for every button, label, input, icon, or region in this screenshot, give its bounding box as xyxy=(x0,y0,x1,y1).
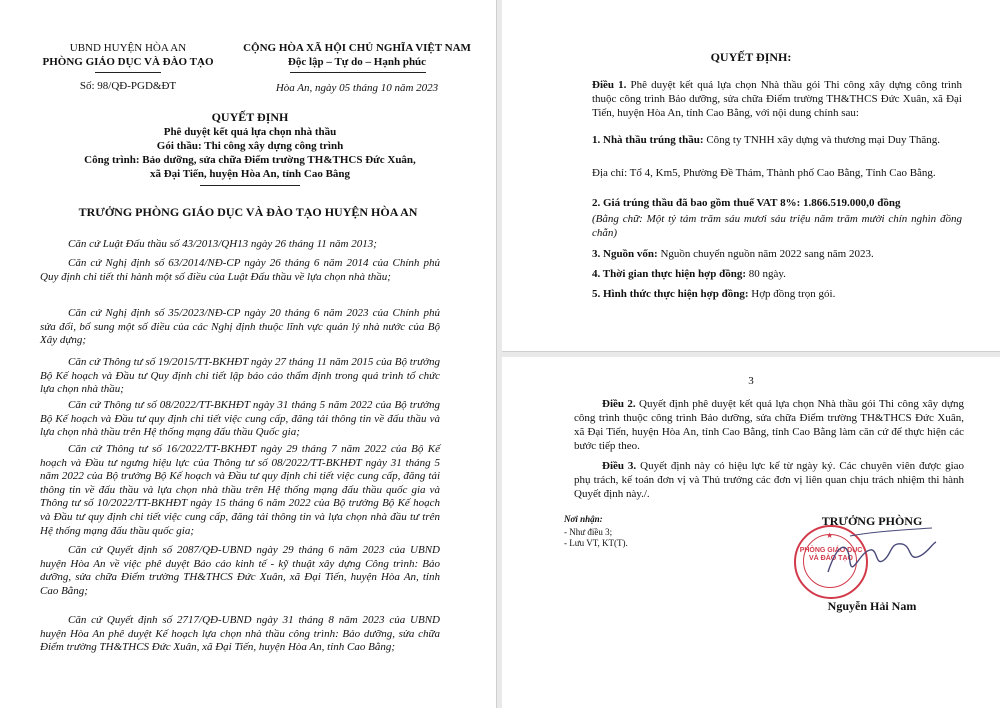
item-3-value: Nguồn chuyển nguồn năm 2022 sang năm 2023. xyxy=(660,248,874,260)
document-subtitle-4: xã Đại Tiến, huyện Hòa An, tỉnh Cao Bằng xyxy=(149,168,351,180)
legal-basis-paragraph: Căn cứ Quyết định số 2717/QĐ-UBND ngày 31 tháng 8 năm 2023 của UBND huyện Hòa An phê duyệt Kế hoạch lựa chọn nhà thầu công trình: Bảo dưỡng, sửa chữa Điểm trường TH&THCS Đức Xuân, xã Đại Tiến, huyện Hòa An, tỉnh Cao Bằng; xyxy=(40,614,440,654)
document-page-right-top xyxy=(502,0,1000,352)
nation-motto: Độc lập – Tự do – Hạnh phúc xyxy=(287,56,427,68)
article-1-text: Phê duyệt kết quả lựa chọn Nhà thầu gói Thi công xây dựng công trình thuộc công trình Bảo dưỡng, sửa chữa Điểm trường TH&THCS Đức Xuân, xã Đại Tiến, huyện Hòa An, tỉnh Cao Bằng, với nội dung chính sau: xyxy=(592,79,963,119)
handwritten-signature xyxy=(820,522,940,592)
document-number: Số: 98/QĐ-PGD&ĐT xyxy=(79,80,177,92)
legal-basis-paragraph: Căn cứ Thông tư số 19/2015/TT-BKHĐT ngày 27 tháng 11 năm 2015 của Bộ trưởng Bộ Kế hoạch và Đầu tư Quy định chi tiết lập báo cáo thẩm định trong quá trình tổ chức lựa chọn nhà thầu; xyxy=(40,356,440,396)
legal-basis-paragraph: Căn cứ Nghị định số 63/2014/NĐ-CP ngày 26 tháng 6 năm 2014 của Chính phủ Quy định chi tiết thi hành một số điều của Luật Đấu thầu về lựa chọn nhà thầu; xyxy=(40,257,440,283)
decision-heading: QUYẾT ĐỊNH: xyxy=(710,50,792,64)
document-page-left xyxy=(0,0,497,708)
header-underline-left xyxy=(95,72,161,73)
title-underline xyxy=(200,185,300,186)
price-in-words: (Bằng chữ: Một tỷ tám trăm sáu mươi sáu triệu năm trăm mười chín nghìn đồng chẵn) xyxy=(592,213,962,239)
article-3-label: Điều 3. xyxy=(602,460,637,472)
item-4-label: 4. Thời gian thực hiện hợp đồng: xyxy=(592,268,746,280)
item-3-label: 3. Nguồn vốn: xyxy=(592,248,658,260)
winning-price: 2. Giá trúng thầu đã bao gồm thuế VAT 8%: 1.866.519.000,0 đồng xyxy=(592,197,901,209)
page-number: 3 xyxy=(748,375,754,387)
funding-source xyxy=(592,247,962,261)
document-title: QUYẾT ĐỊNH xyxy=(211,110,289,124)
article-1 xyxy=(592,78,962,120)
article-3-text: Quyết định này có hiệu lực kể từ ngày ký. Các chuyên viên được giao phụ trách, kế toán đơn vị và Thủ trưởng các đơn vị liên quan chịu trách nhiệm thi hành Quyết định này./. xyxy=(574,460,965,500)
issuing-authority: TRƯỞNG PHÒNG GIÁO DỤC VÀ ĐÀO TẠO HUYỆN HÒA AN xyxy=(78,205,418,219)
recipients-title: Nơi nhận: xyxy=(564,514,603,524)
article-2-text: Quyết định phê duyệt kết quả lựa chọn Nhà thầu gói Thi công xây dựng công trình thuộc công trình Bảo dưỡng, sửa chữa Điểm trường TH&THCS Đức Xuân, xã Đại Tiến, huyện Hòa An, tỉnh Cao Bằng, tỉnh Cao Bằng làm căn cứ để thực hiện các bước tiếp theo. xyxy=(574,398,964,452)
legal-basis-paragraph: Căn cứ Thông tư số 08/2022/TT-BKHĐT ngày 31 tháng 5 năm 2022 của Bộ trưởng Bộ Kế hoạch và Đầu tư quy định chi tiết việc cung cấp, đăng tải thông tin về đấu thầu và lựa chọn nhà thầu trên Hệ thống mạng đấu thầu Quốc gia; xyxy=(40,399,440,439)
article-1-label: Điều 1. xyxy=(592,79,627,91)
agency-name: UBND HUYỆN HÒA AN xyxy=(69,42,187,54)
document-page-right-bottom xyxy=(502,357,1000,708)
document-subtitle-1: Phê duyệt kết quả lựa chọn nhà thầu xyxy=(163,126,337,138)
contractor-address: Địa chỉ: Tổ 4, Km5, Phường Đề Thám, Thành phố Cao Bằng, Tỉnh Cao Bằng. xyxy=(592,167,936,179)
legal-basis-paragraph: Căn cứ Nghị định số 35/2023/NĐ-CP ngày 20 tháng 6 năm 2023 của Chính phủ sửa đổi, bổ sung một số điều của các Nghị định thuộc lĩnh vực quản lý nhà nước của Bộ Xây dựng; xyxy=(40,307,440,347)
item-1-label: 1. Nhà thầu trúng thầu: xyxy=(592,134,704,146)
recipient-item: - Như điều 3; xyxy=(564,527,613,537)
article-2-label: Điều 2. xyxy=(602,398,636,410)
legal-basis-paragraph: Căn cứ Thông tư số 16/2022/TT-BKHĐT ngày 29 tháng 7 năm 2022 của Bộ Kế hoạch và Đầu tư ngưng hiệu lực của Thông tư số 08/2022/TT-BKHĐT ngày 31 tháng 5 năm 2022 của Bộ trưởng Bộ Kế hoạch và Đầu tư quy định chi tiết việc cung cấp, đăng tải thông tin về đấu thầu và lựa chọn nhà thầu trên Hệ thống mạng đấu thầu quốc gia và Thông tư số 10/2022/TT-BKHĐT ngày 15 tháng 6 năm 2022 của Bộ trưởng Bộ Kế hoạch và Đầu tư quy định chi tiết việc cung cấp, đăng tải thông tin và lựa chọn nhà đầu tư trên Hệ thống mạng đấu thầu quốc gia; xyxy=(40,443,440,537)
article-3 xyxy=(574,459,964,501)
signer-name: Nguyễn Hải Nam xyxy=(827,599,917,613)
legal-basis-paragraph: Căn cứ Quyết định số 2087/QĐ-UBND ngày 29 tháng 6 năm 2023 của UBND huyện Hòa An về việc phê duyệt Báo cáo kinh tế - kỹ thuật xây dựng Công trình: Bảo dưỡng, sửa chữa Điểm trường TH&THCS Đức Xuân, xã Đại Tiến, huyện Hòa An, tỉnh Cao Bằng; xyxy=(40,544,440,597)
legal-basis-paragraph: Căn cứ Luật Đấu thầu số 43/2013/QH13 ngày 26 tháng 11 năm 2013; xyxy=(68,238,377,250)
contract-form xyxy=(592,287,962,301)
document-subtitle-3: Công trình: Bảo dưỡng, sửa chữa Điểm trường TH&THCS Đức Xuân, xyxy=(84,154,416,166)
stamp-text: PHÒNG GIÁO DỤC VÀ ĐÀO TẠO xyxy=(799,547,863,562)
star-icon: ★ xyxy=(826,531,834,540)
recipient-item: - Lưu VT, KT(T). xyxy=(564,538,628,548)
item-4-value: 80 ngày. xyxy=(748,268,786,280)
signer-title: TRƯỞNG PHÒNG xyxy=(821,514,923,528)
item-5-value: Hợp đồng trọn gói. xyxy=(751,288,836,300)
article-2 xyxy=(574,397,964,453)
item-5-label: 5. Hình thức thực hiện hợp đồng: xyxy=(592,288,749,300)
document-subtitle-2: Gói thầu: Thi công xây dựng công trình xyxy=(156,140,344,152)
header-underline-right xyxy=(290,72,426,73)
place-date: Hòa An, ngày 05 tháng 10 năm 2023 xyxy=(275,82,439,94)
nation-name: CỘNG HÒA XÃ HỘI CHỦ NGHĨA VIỆT NAM xyxy=(243,42,471,54)
winning-contractor xyxy=(592,133,962,147)
department-name: PHÒNG GIÁO DỤC VÀ ĐÀO TẠO xyxy=(42,56,214,68)
contract-duration xyxy=(592,267,962,281)
item-1-value: Công ty TNHH xây dựng và thương mại Duy Thăng. xyxy=(706,134,940,146)
